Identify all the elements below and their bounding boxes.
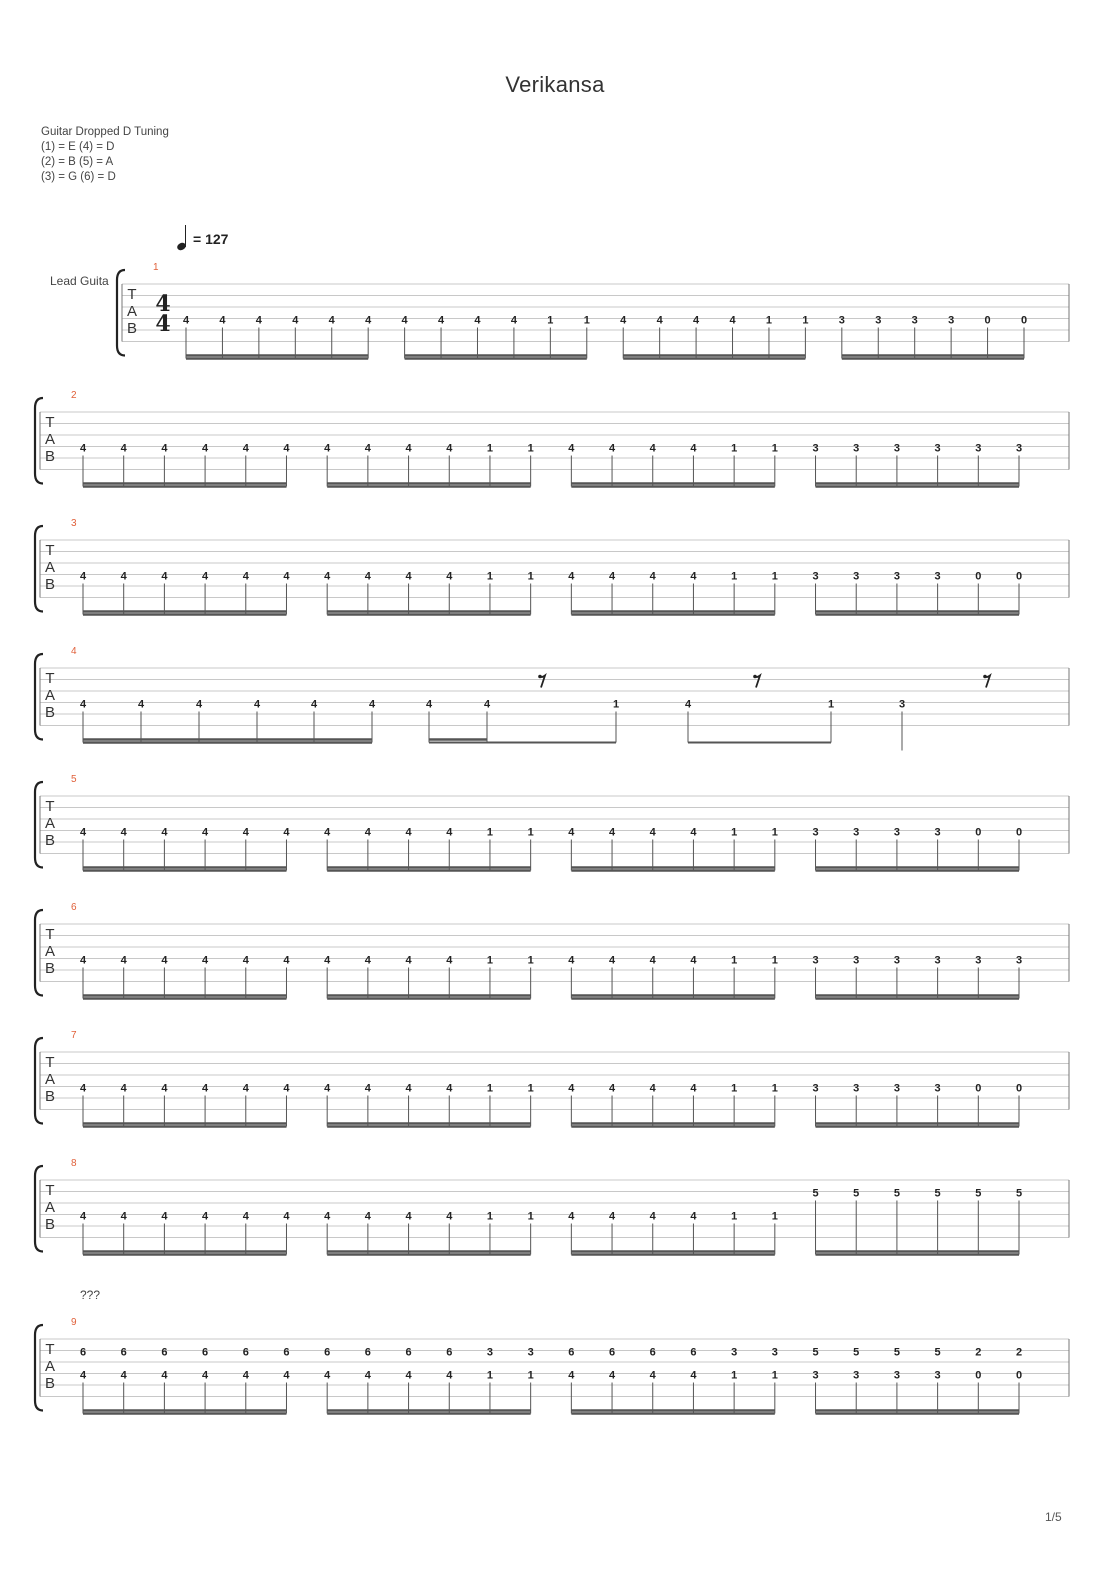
measure-number: 1 [153, 262, 159, 273]
fret-number: 3 [893, 954, 900, 967]
fret-number: 4 [446, 570, 453, 583]
tuning-heading: Guitar Dropped D Tuning [41, 126, 169, 138]
fret-number: 4 [283, 826, 290, 839]
fret-number-upper: 5 [893, 1346, 900, 1359]
fret-number-upper: 6 [364, 1346, 371, 1359]
fret-number: 4 [649, 1369, 656, 1382]
fret-number: 4 [328, 314, 335, 327]
fret-number: 4 [729, 314, 736, 327]
song-title: Verikansa [505, 72, 605, 97]
fret-number: 4 [324, 826, 331, 839]
fret-number: 1 [527, 1369, 534, 1382]
fret-number: 4 [364, 442, 371, 455]
fret-number: 4 [283, 1210, 290, 1223]
tab-letter-a: A [44, 815, 56, 832]
fret-number-upper: 5 [853, 1346, 860, 1359]
tab-letter-b: B [44, 1375, 56, 1392]
fret-number: 4 [283, 570, 290, 583]
tab-letter-b: B [44, 960, 56, 977]
fret-number: 1 [771, 1082, 778, 1095]
fret-number: 4 [568, 570, 575, 583]
tab-letter-t: T [127, 286, 137, 303]
fret-number: 1 [827, 698, 835, 711]
eighth-rest-dot [753, 675, 757, 679]
fret-number: 1 [547, 314, 554, 327]
page-number: 1/5 [1045, 1510, 1062, 1524]
tab-letter-t: T [45, 670, 55, 687]
fret-number: 1 [731, 954, 738, 967]
fret-number: 0 [975, 1082, 982, 1095]
fret-number: 4 [483, 698, 491, 711]
fret-number: 3 [812, 442, 819, 455]
fret-number: 5 [853, 1187, 860, 1200]
fret-number: 4 [120, 570, 127, 583]
fret-number: 4 [368, 698, 376, 711]
fret-number: 4 [120, 1369, 127, 1382]
fret-number: 3 [812, 1082, 819, 1095]
system-bracket [35, 654, 43, 740]
fret-number: 5 [975, 1187, 982, 1200]
fret-number: 4 [425, 698, 433, 711]
fret-number: 4 [202, 954, 209, 967]
fret-number: 1 [731, 1369, 738, 1382]
fret-number: 4 [620, 314, 627, 327]
measure-number: 9 [71, 1317, 77, 1328]
fret-number: 4 [364, 570, 371, 583]
fret-number: 4 [120, 1082, 127, 1095]
fret-number: 4 [690, 442, 697, 455]
fret-number-upper: 6 [242, 1346, 249, 1359]
tab-letter-b: B [44, 832, 56, 849]
fret-number: 3 [893, 1082, 900, 1095]
fret-number: 4 [446, 954, 453, 967]
fret-number-upper: 3 [771, 1346, 778, 1359]
fret-number: 3 [934, 442, 941, 455]
fret-number: 4 [690, 1210, 697, 1223]
fret-number: 3 [934, 954, 941, 967]
fret-number: 4 [405, 1210, 412, 1223]
tab-letter-t: T [45, 1182, 55, 1199]
tab-letter-a: A [44, 431, 56, 448]
fret-number: 0 [1015, 1369, 1023, 1382]
tab-letter-a: A [44, 687, 56, 704]
time-signature-bottom: 4 [155, 311, 171, 337]
fret-number: 4 [202, 826, 209, 839]
fret-number: 1 [527, 1082, 534, 1095]
fret-number: 1 [771, 570, 778, 583]
fret-number: 4 [161, 1210, 168, 1223]
fret-number: 4 [324, 1210, 331, 1223]
tab-letter-b: B [44, 448, 56, 465]
fret-number-upper: 3 [731, 1346, 738, 1359]
fret-number: 4 [161, 826, 168, 839]
fret-number: 3 [975, 954, 982, 967]
fret-number: 4 [324, 954, 331, 967]
fret-number: 4 [324, 442, 331, 455]
fret-number: 3 [934, 570, 941, 583]
fret-number: 4 [161, 1369, 168, 1382]
fret-number: 4 [182, 314, 190, 327]
tuning-line: (1) = E (4) = D [41, 141, 115, 153]
fret-number: 4 [364, 1210, 371, 1223]
fret-number: 4 [649, 1082, 656, 1095]
measure-number: 8 [71, 1158, 77, 1169]
fret-number: 1 [802, 314, 809, 327]
fret-number: 4 [608, 1369, 616, 1382]
fret-number: 4 [137, 698, 145, 711]
tab-letter-a: A [44, 1071, 56, 1088]
annotation-text: ??? [80, 1288, 101, 1302]
fret-number: 4 [608, 442, 616, 455]
fret-number: 3 [812, 570, 819, 583]
fret-number: 4 [79, 1210, 87, 1223]
tab-letter-b: B [44, 704, 56, 721]
fret-number: 3 [853, 570, 860, 583]
fret-number-upper: 5 [812, 1346, 819, 1359]
fret-number: 4 [608, 570, 616, 583]
fret-number: 1 [486, 1210, 494, 1223]
fret-number: 4 [405, 442, 412, 455]
fret-number: 4 [405, 1369, 412, 1382]
fret-number-upper: 6 [161, 1346, 168, 1359]
fret-number-upper: 6 [324, 1346, 331, 1359]
fret-number-upper: 6 [690, 1346, 697, 1359]
tab-letter-t: T [45, 542, 55, 559]
fret-number: 4 [202, 1369, 209, 1382]
fret-number-upper: 6 [446, 1346, 453, 1359]
fret-number: 4 [405, 570, 412, 583]
fret-number: 4 [364, 826, 371, 839]
fret-number: 4 [510, 314, 517, 327]
fret-number: 5 [812, 1187, 819, 1200]
fret-number: 1 [731, 570, 738, 583]
fret-number: 4 [324, 1082, 331, 1095]
system-bracket [35, 526, 43, 612]
tab-letter-b: B [44, 1216, 56, 1233]
fret-number: 1 [765, 314, 773, 327]
fret-number: 4 [161, 442, 168, 455]
tuning-line: (2) = B (5) = A [41, 156, 114, 168]
fret-number: 4 [446, 1082, 453, 1095]
fret-number: 4 [474, 314, 481, 327]
fret-number: 4 [120, 1210, 127, 1223]
tempo-bpm: = 127 [193, 231, 229, 247]
fret-number: 0 [975, 826, 982, 839]
fret-number: 3 [875, 314, 882, 327]
fret-number-upper: 6 [120, 1346, 127, 1359]
fret-number: 1 [527, 1210, 534, 1223]
fret-number-upper: 6 [283, 1346, 290, 1359]
fret-number: 3 [893, 570, 900, 583]
fret-number: 0 [1015, 570, 1023, 583]
fret-number: 4 [253, 698, 261, 711]
fret-number: 5 [893, 1187, 900, 1200]
tuning-line: (3) = G (6) = D [41, 171, 116, 183]
fret-number: 4 [79, 1082, 87, 1095]
fret-number: 5 [1015, 1187, 1023, 1200]
fret-number: 4 [690, 826, 697, 839]
track-name: Lead Guita [50, 274, 109, 288]
fret-number: 4 [120, 826, 127, 839]
fret-number: 4 [608, 826, 616, 839]
fret-number: 4 [649, 826, 656, 839]
fret-number: 3 [853, 954, 860, 967]
fret-number: 1 [486, 442, 494, 455]
tab-letter-b: B [44, 1088, 56, 1105]
eighth-rest-dot [538, 675, 542, 679]
fret-number: 4 [405, 954, 412, 967]
fret-number: 3 [934, 1082, 941, 1095]
fret-number: 4 [401, 314, 408, 327]
tab-letter-t: T [45, 1054, 55, 1071]
fret-number-upper: 3 [486, 1346, 494, 1359]
measure-number: 7 [71, 1030, 77, 1041]
fret-number: 5 [934, 1187, 941, 1200]
fret-number: 4 [568, 826, 575, 839]
measure-number: 6 [71, 902, 77, 913]
fret-number: 1 [731, 442, 738, 455]
fret-number: 4 [120, 442, 127, 455]
fret-number: 3 [1015, 442, 1023, 455]
fret-number: 0 [984, 314, 991, 327]
system-bracket [35, 782, 43, 868]
fret-number: 4 [120, 954, 127, 967]
fret-number: 4 [242, 1082, 249, 1095]
fret-number: 4 [568, 954, 575, 967]
fret-number: 4 [161, 954, 168, 967]
fret-number: 1 [486, 826, 494, 839]
fret-number: 4 [283, 1369, 290, 1382]
fret-number: 0 [1020, 314, 1028, 327]
fret-number: 3 [934, 1369, 941, 1382]
fret-number: 3 [934, 826, 941, 839]
fret-number: 3 [853, 442, 860, 455]
fret-number: 4 [161, 570, 168, 583]
fret-number-upper: 6 [568, 1346, 575, 1359]
fret-number: 1 [527, 570, 534, 583]
fret-number: 1 [486, 1369, 494, 1382]
fret-number: 1 [527, 954, 534, 967]
fret-number: 4 [242, 1369, 249, 1382]
fret-number: 4 [568, 1082, 575, 1095]
tab-letter-t: T [45, 1341, 55, 1358]
fret-number: 3 [893, 442, 900, 455]
fret-number: 1 [612, 698, 620, 711]
fret-number: 4 [292, 314, 299, 327]
fret-number: 4 [242, 570, 249, 583]
fret-number: 3 [911, 314, 918, 327]
tab-letter-a: A [44, 559, 56, 576]
fret-number: 3 [853, 1082, 860, 1095]
fret-number: 1 [486, 570, 494, 583]
tab-letter-a: A [44, 1199, 56, 1216]
fret-number: 4 [446, 826, 453, 839]
system-bracket [35, 910, 43, 996]
fret-number: 3 [853, 826, 860, 839]
fret-number: 3 [975, 442, 982, 455]
fret-number: 1 [771, 1210, 778, 1223]
fret-number: 4 [684, 698, 692, 711]
fret-number: 4 [242, 442, 249, 455]
fret-number: 4 [79, 826, 87, 839]
fret-number: 4 [437, 314, 445, 327]
eighth-rest-dot [983, 675, 987, 679]
fret-number: 4 [310, 698, 318, 711]
measure-number: 5 [71, 774, 77, 785]
time-signature-top: 4 [155, 291, 171, 317]
fret-number: 3 [948, 314, 955, 327]
tab-letter-t: T [45, 798, 55, 815]
fret-number: 4 [79, 1369, 87, 1382]
fret-number: 4 [568, 1369, 575, 1382]
fret-number: 4 [242, 826, 249, 839]
fret-number: 4 [364, 954, 371, 967]
fret-number: 1 [731, 1082, 738, 1095]
fret-number-upper: 2 [1015, 1346, 1023, 1359]
fret-number: 1 [486, 954, 494, 967]
fret-number: 4 [79, 442, 87, 455]
fret-number: 1 [527, 442, 534, 455]
fret-number-upper: 6 [405, 1346, 412, 1359]
fret-number: 4 [446, 1369, 453, 1382]
fret-number: 4 [690, 1369, 697, 1382]
fret-number: 4 [202, 1082, 209, 1095]
fret-number: 4 [324, 570, 331, 583]
fret-number: 3 [812, 1369, 819, 1382]
tab-letter-b: B [44, 576, 56, 593]
fret-number: 4 [364, 1082, 371, 1095]
tab-letter-b: B [126, 320, 138, 337]
fret-number: 4 [446, 1210, 453, 1223]
system-bracket [35, 1166, 43, 1252]
system-bracket [35, 398, 43, 484]
fret-number: 4 [324, 1369, 331, 1382]
system-bracket [117, 270, 125, 356]
fret-number: 4 [79, 954, 87, 967]
fret-number: 4 [690, 954, 697, 967]
fret-number: 1 [731, 1210, 738, 1223]
system-bracket [35, 1325, 43, 1411]
fret-number: 4 [283, 442, 290, 455]
measure-number: 2 [71, 390, 77, 401]
system-bracket [35, 1038, 43, 1124]
fret-number: 4 [690, 1082, 697, 1095]
fret-number: 4 [364, 1369, 371, 1382]
fret-number-upper: 2 [975, 1346, 982, 1359]
fret-number: 4 [608, 1210, 616, 1223]
tab-letter-a: A [44, 1358, 56, 1375]
fret-number: 4 [365, 314, 372, 327]
fret-number: 4 [161, 1082, 168, 1095]
fret-number: 4 [649, 442, 656, 455]
fret-number: 3 [812, 826, 819, 839]
fret-number: 4 [608, 954, 616, 967]
fret-number: 4 [195, 698, 203, 711]
fret-number: 4 [649, 954, 656, 967]
fret-number: 4 [608, 1082, 616, 1095]
fret-number: 3 [893, 826, 900, 839]
fret-number: 4 [649, 1210, 656, 1223]
fret-number: 3 [838, 314, 845, 327]
fret-number: 1 [731, 826, 738, 839]
fret-number: 4 [255, 314, 262, 327]
fret-number: 3 [893, 1369, 900, 1382]
fret-number: 1 [771, 442, 778, 455]
fret-number: 4 [405, 826, 412, 839]
fret-number: 4 [656, 314, 663, 327]
fret-number: 4 [283, 1082, 290, 1095]
fret-number: 0 [1015, 826, 1023, 839]
fret-number: 3 [898, 698, 906, 711]
fret-number: 4 [568, 442, 575, 455]
fret-number: 4 [568, 1210, 575, 1223]
fret-number: 3 [812, 954, 819, 967]
fret-number: 0 [975, 1369, 982, 1382]
fret-number: 1 [771, 1369, 778, 1382]
fret-number: 4 [242, 954, 249, 967]
fret-number: 3 [853, 1369, 860, 1382]
fret-number-upper: 6 [202, 1346, 209, 1359]
fret-number: 4 [283, 954, 290, 967]
fret-number: 1 [771, 826, 778, 839]
fret-number: 4 [202, 1210, 209, 1223]
fret-number: 1 [527, 826, 534, 839]
fret-number: 4 [405, 1082, 412, 1095]
fret-number: 4 [242, 1210, 249, 1223]
fret-number: 4 [202, 442, 209, 455]
fret-number: 4 [649, 570, 656, 583]
fret-number-upper: 3 [527, 1346, 534, 1359]
tab-letter-t: T [45, 414, 55, 431]
measure-number: 3 [71, 518, 77, 529]
fret-number: 4 [693, 314, 700, 327]
fret-number: 0 [975, 570, 982, 583]
fret-number: 4 [446, 442, 453, 455]
fret-number-upper: 6 [649, 1346, 656, 1359]
fret-number-upper: 6 [79, 1346, 87, 1359]
fret-number: 1 [771, 954, 778, 967]
fret-number: 1 [486, 1082, 494, 1095]
fret-number-upper: 6 [608, 1346, 616, 1359]
fret-number: 4 [79, 698, 87, 711]
fret-number: 4 [690, 570, 697, 583]
fret-number: 4 [202, 570, 209, 583]
fret-number: 1 [583, 314, 590, 327]
tab-letter-t: T [45, 926, 55, 943]
measure-number: 4 [71, 646, 77, 657]
fret-number: 0 [1015, 1082, 1023, 1095]
tab-letter-a: A [126, 303, 138, 320]
tab-letter-a: A [44, 943, 56, 960]
fret-number: 4 [79, 570, 87, 583]
fret-number-upper: 5 [934, 1346, 941, 1359]
fret-number: 4 [219, 314, 226, 327]
fret-number: 3 [1015, 954, 1023, 967]
